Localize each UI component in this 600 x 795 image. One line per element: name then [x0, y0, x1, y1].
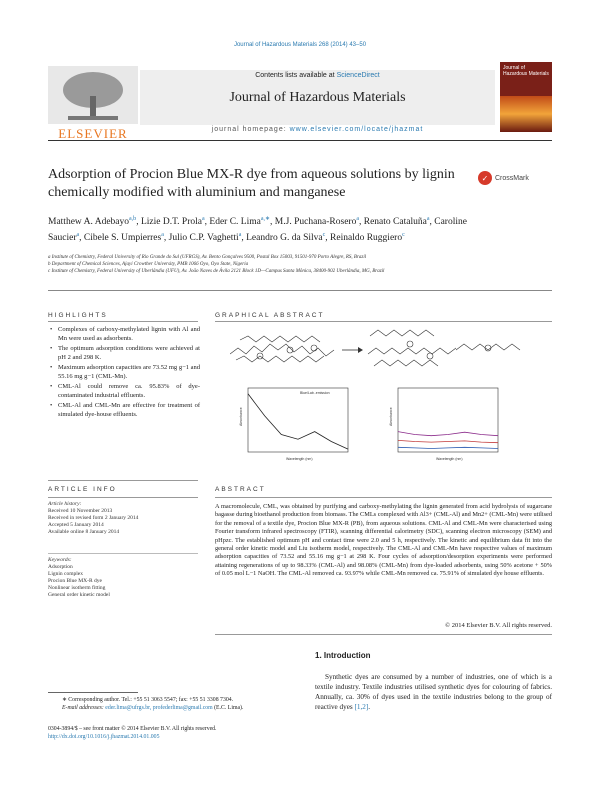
chart-right — [389, 388, 498, 461]
chart-left-legend: Blue/Lab..emission — [300, 391, 330, 395]
graphical-abstract-heading: GRAPHICAL ABSTRACT — [215, 312, 325, 319]
author-affiliation-marker[interactable]: a — [238, 232, 242, 239]
chart-right-series-3-line — [398, 447, 498, 448]
author-affiliation-marker[interactable]: c — [322, 232, 326, 239]
author-name: Renato Cataluña — [363, 217, 427, 228]
highlights-end-rule — [48, 480, 198, 481]
chart-right-ylabel: Absorbance — [389, 407, 393, 426]
author-list: Matthew A. Adebayo$^{a,b}$, Lizie D.T. Prola$^a$, Eder C. Lima$^{a,∗}$, M.J. Puchana-Rosero$^a$, Renato Cataluña$^a$, Caroline Saucier$^a$, Cibele S. Umpierres$^a$, Julio C.P. Vaghetti$^a$, Leandro G. da Silva$^c$, Reinaldo Ruggiero$^c$ — [48, 216, 467, 244]
section-rule — [48, 290, 552, 291]
keyword-item: Nonlinear isotherm fitting — [48, 585, 106, 591]
crossmark-icon: ✓ — [478, 171, 492, 185]
article-info-heading: ARTICLE INFO — [48, 486, 117, 493]
email-line — [62, 704, 308, 712]
highlight-item: • Maximum adsorption capacities are 73.52 mg g−1 and 55.16 mg g−1 (CML-Mn). — [50, 364, 200, 381]
contents-prefix: Contents lists available at — [255, 72, 337, 79]
history-revised: Received in revised form 2 January 2014 — [48, 515, 139, 521]
journal-title: Journal of Hazardous Materials — [229, 90, 406, 105]
author-name: Caroline Saucier — [48, 217, 467, 244]
sciencedirect-link[interactable]: ScienceDirect — [336, 72, 380, 79]
doi-link[interactable]: http://dx.doi.org/10.1016/j.jhazmat.2014.01.005 — [48, 734, 160, 740]
issn-line: 0304-3894/$ – see front matter © 2014 Elsevier B.V. All rights reserved. — [48, 726, 217, 732]
email-links[interactable]: eder.lima@ufrgs.br, profederlima@gmail.com — [105, 705, 213, 711]
abstract-rule — [215, 497, 552, 498]
abstract-text: A macromolecule, CML, was obtained by purifying and carboxy-methylating the lignin generated from acid hydrolysis of sugarcane bagasse during bioethanol production from biomass. The CMLs complexed with Al3+ (CML-Al) and Mn2+ (CML-Mn) were utilised for the removal of a textile dye, Procion Blue MX-R (PB), from aqueous solutions. CML-Al and CML-Mn were characterised using Fourier transform infrared spectroscopy (FTIR), scanning differential calorimetry (SDC), scanning electron microscopy (SEM) and pHpzc. The established optimum pH and contact time were 2.0 and 5 h, respectively. The kinetic and equilibrium data fit into the general order kinetic model and Liu isotherm model, respectively. The CML-Al and CML-Mn have respective values of maximum adsorption capacities of 73.52 and 55.16 mg g−1 at 298 K. Four cycles of adsorption/desorption experiments were performed attaining regenerations of up to 98.33% (CML-Al) and 98.08% (CML-Mn) from dye-loaded adsorbents, using 50% acetone + 50% of 0.05 mol L−1 NaOH. The CML-Al removed ca. 93.97% while CML-Mn removed ca. 75.91% of simulated dye house effluents. — [215, 503, 552, 578]
affiliation-b: b Department of Chemical Sciences, Ajayi Crowther University, PMB 1066 Oyo, Oyo State, Nigeria — [48, 262, 249, 267]
author-name: Leandro G. da Silva — [246, 233, 323, 244]
author-name: Cibele S. Umpierres — [83, 233, 162, 244]
keyword-item: Adsorption — [48, 564, 73, 570]
email-label: E-mail addresses: — [62, 705, 106, 711]
history-online: Available online 8 January 2014 — [48, 529, 120, 535]
introduction-text — [315, 672, 552, 712]
email-suffix: (E.C. Lima). — [212, 705, 244, 711]
crossmark-label: CrossMark — [495, 174, 529, 182]
highlights-heading: HIGHLIGHTS — [48, 312, 108, 319]
author-name: Matthew A. Adebayo — [48, 217, 130, 228]
chart-left-ylabel: Absorbance — [239, 407, 243, 426]
publisher-name: ELSEVIER — [58, 126, 128, 141]
journal-citation[interactable]: Journal of Hazardous Materials 268 (2014) 43–50 — [233, 42, 367, 48]
author-affiliation-marker[interactable]: a — [161, 232, 164, 239]
article-history — [48, 501, 198, 536]
author-affiliation-marker[interactable]: a — [426, 216, 430, 222]
highlight-item: • CML-Al could remove ca. 95.83% of dye-contaminated industrial effluents. — [50, 383, 200, 400]
introduction-heading: 1. Introduction — [315, 651, 371, 660]
author-affiliation-marker[interactable]: c — [402, 232, 405, 239]
chart-right-series-1-line — [398, 432, 498, 436]
author-name: Julio C.P. Vaghetti — [168, 233, 239, 244]
introduction-end: . — [368, 703, 371, 711]
highlight-item: • CML-Al and CML-Mn are effective for treatment of simulated dye-house effluents. — [50, 402, 200, 419]
author-name: Lizie D.T. Prola — [140, 217, 202, 228]
copyright-notice: © 2014 Elsevier B.V. All rights reserved. — [445, 622, 552, 629]
article-info-rule — [48, 497, 198, 498]
keywords — [48, 557, 198, 599]
article-history-label: Article history: — [48, 501, 82, 507]
chart-left-series-line — [248, 394, 348, 449]
abstract-heading: ABSTRACT — [215, 486, 266, 493]
chart-left-xlabel: Wavelength (nm) — [286, 457, 313, 461]
affiliations — [48, 254, 498, 275]
crossmark-button[interactable] — [478, 171, 529, 185]
author-name: M.J. Puchana-Rosero — [274, 217, 357, 228]
corresponding-footnote — [48, 696, 308, 712]
author-name: Reinaldo Ruggiero — [330, 233, 403, 244]
journal-homepage — [140, 126, 495, 133]
graphical-abstract-rule — [215, 321, 552, 322]
reaction-arrow-icon — [342, 347, 363, 353]
molecule-structure-right — [368, 330, 520, 366]
keyword-item: Procion Blue MX-R dye — [48, 578, 102, 584]
contents-line — [140, 72, 495, 79]
highlight-item: • Complexes of carboxy-methylated lignin with Al and Mn were used as adsorbents. — [50, 326, 200, 343]
chart-right-xlabel: Wavelength (nm) — [436, 457, 463, 461]
author-affiliation-marker[interactable]: a,∗ — [260, 216, 271, 222]
highlights-rule — [48, 321, 198, 322]
journal-cover — [500, 62, 552, 132]
author-affiliation-marker[interactable]: a — [201, 216, 205, 222]
highlights-list — [50, 326, 200, 421]
history-accepted: Accepted 5 January 2014 — [48, 522, 104, 528]
elsevier-tree-icon — [48, 66, 138, 124]
abstract-end-rule — [215, 634, 552, 635]
molecule-structure-left — [230, 336, 334, 362]
issn-block — [48, 725, 348, 741]
chart-right-series-2-line — [398, 440, 498, 442]
homepage-link[interactable]: www.elsevier.com/locate/jhazmat — [289, 126, 424, 133]
author-affiliation-marker[interactable]: a — [356, 216, 359, 222]
author-affiliation-marker[interactable]: a,b — [129, 216, 137, 222]
affiliation-a: a Institute of Chemistry, Federal University of Rio Grande do Sul (UFRGS), Av. Bento Gonçalves 9500, Postal Box 15003, 91501-970 Porto Alegre, RS, Brazil — [48, 255, 367, 260]
highlight-item: • The optimum adsorption conditions were achieved at pH 2 and 298 K. — [50, 345, 200, 362]
keywords-label: Keywords: — [48, 557, 72, 563]
cover-image — [500, 96, 552, 132]
corresponding-author: ∗ Corresponding author. Tel.: +55 51 3063 5547; fax: +55 51 3308 7304. — [62, 697, 234, 703]
history-received: Received 10 November 2013 — [48, 508, 113, 514]
elsevier-logo — [48, 66, 138, 141]
chart-left — [239, 388, 348, 461]
footnote-rule — [48, 692, 138, 693]
homepage-prefix: journal homepage: — [211, 126, 290, 133]
keyword-item: General order kinetic model — [48, 592, 110, 598]
keyword-item: Lignin complex — [48, 571, 83, 577]
introduction-body: Synthetic dyes are consumed by a number of industries, one of which is a textile industry. Textile industries utilised synthetic dyes for colouring of fabrics. Annually, ca. 30% of dyes used in the textile industries belong to the group of reactive dyes — [315, 673, 552, 711]
reference-link[interactable]: [1,2] — [354, 703, 369, 711]
author-name: Eder C. Lima — [209, 217, 261, 228]
author-affiliation-marker[interactable]: a — [76, 232, 80, 239]
affiliation-c: c Institute of Chemistry, Federal University of Uberlândia (UFU), Av. João Naves de Ávila 2121 Block 1D—Campus Santa Mônica, 38400-902 Uberlândia, MG, Brazil — [48, 269, 385, 274]
keywords-rule — [48, 553, 198, 554]
graphical-abstract-figure — [230, 326, 530, 468]
cover-title: Journal of Hazardous Materials — [503, 65, 549, 77]
article-title: Adsorption of Procion Blue MX-R dye from aqueous solutions by lignin chemically modified with aluminium and manganese — [48, 167, 455, 200]
header-rule — [48, 140, 552, 141]
